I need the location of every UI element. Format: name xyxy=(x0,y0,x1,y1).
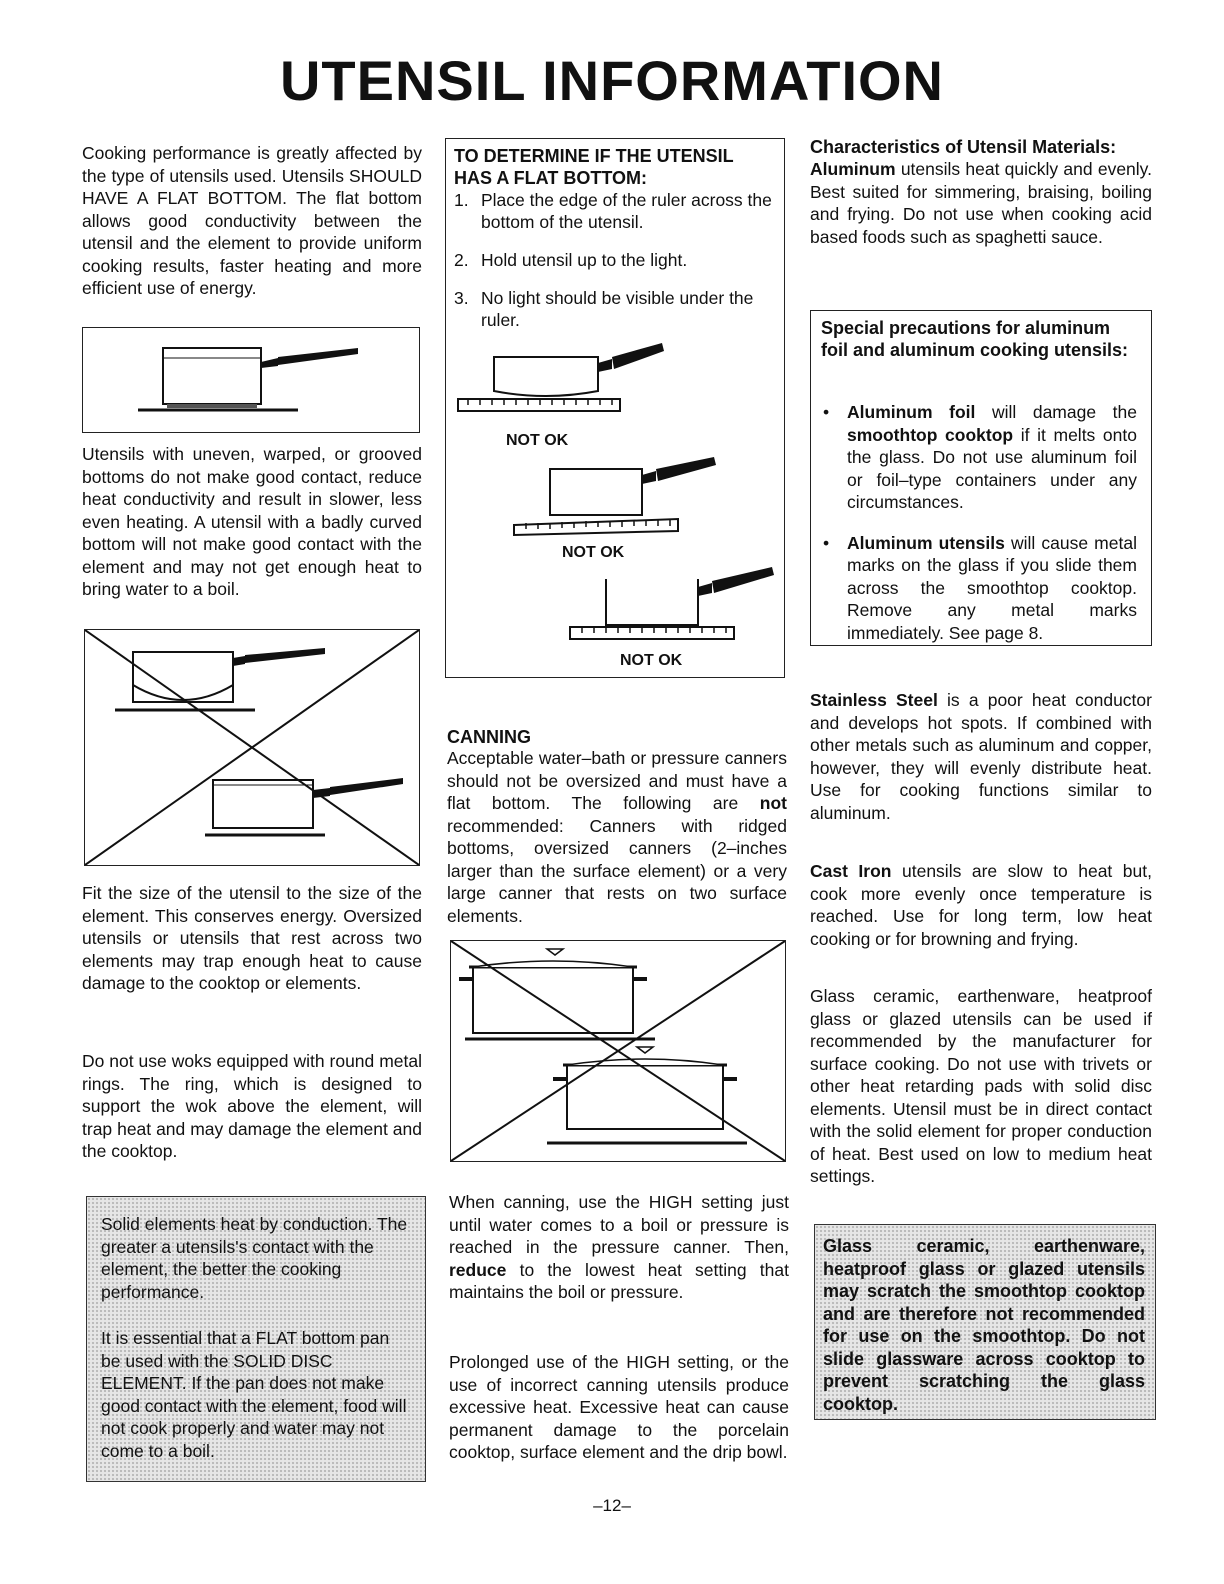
glassware-warning xyxy=(814,1224,1156,1420)
woks-paragraph: Do not use woks equipped with round metal rings. The ring, which is designed to support the wok above the element, will trap heat and may damage the element and the cooktop. xyxy=(82,1051,422,1161)
page-title: UTENSIL INFORMATION xyxy=(279,49,944,112)
glassware-warning-text: Glass ceramic, earthenware, heatproof glass or glazed utensils may scratch the smoothtop cooktop and are therefore not recommended for use on the smoothtop. Do not slide glassware across cooktop to prevent scratching the glass cooktop. xyxy=(823,1236,1145,1414)
ruler-test-2 xyxy=(510,457,776,539)
canning-paragraph-1: Acceptable water–bath or pressure canners should not be oversized and must have a flat bottom. The following are not recommended: Canners with ridged bottoms, oversized canners (2–inches larger than the surface element) or a very large canner that rests on two surface elements. xyxy=(447,748,787,926)
canning-paragraph-3: Prolonged use of the HIGH setting, or the use of incorrect canning utensils produce excessive heat. Excessive heat can cause permanent damage to the porcelain cooktop, surface element and the drip bowl. xyxy=(449,1352,789,1462)
conduction-note-text: Solid elements heat by conduction. The greater a utensils's contact with the element, the better the cooking performance. xyxy=(101,1214,408,1302)
characteristics-heading: Characteristics of Utensil Materials: xyxy=(810,137,1117,157)
stainless-paragraph: Stainless Steel is a poor heat conductor and develops hot spots. If combined with other metals such as aluminum and copper, however, they will evenly distribute heat. Use for cooking functions similar to aluminum. xyxy=(810,690,1152,823)
not-ok-label-1: NOT OK xyxy=(506,432,569,449)
step-3: 3. No light should be visible under the ruler. xyxy=(454,288,754,330)
flat-pan-illustration xyxy=(82,327,420,433)
flat-bottom-note-text: It is essential that a FLAT bottom pan be used with the SOLID DISC ELEMENT. If the pan does not make good contact with the element, food will not cook properly and water may not come to a boil. xyxy=(101,1328,407,1461)
intro-paragraph: Cooking performance is greatly affected by the type of utensils used. Utensils SHOULD HAVE A FLAT BOTTOM. The flat bottom allows good conductivity between the utensil and the element to provide uniform cooking results, faster heating and more efficient use of energy. xyxy=(82,143,422,298)
glass-paragraph: Glass ceramic, earthenware, heatproof glass or glazed utensils can be used if recommended by the manufacturer for surface cooking. Do not use with trivets or other heat retarding pads with solid disc elements. Utensil must be in direct contact with the solid element for proper conduction of heat. Best used on low to medium heat settings. xyxy=(810,986,1152,1186)
oversized-canner-illustration xyxy=(450,940,786,1162)
ruler-test-3 xyxy=(566,567,776,647)
warped-paragraph: Utensils with uneven, warped, or grooved bottoms do not make good contact, reduce heat conductivity and result in slower, less even heating. A utensil with a badly curved bottom will not make good contact with the element and may not get enough heat to bring water to a boil. xyxy=(82,444,422,599)
canning-heading: CANNING xyxy=(447,727,531,747)
page-number: –12– xyxy=(593,1496,631,1515)
step-1: 1. Place the edge of the ruler across the bottom of the utensil. xyxy=(454,190,772,232)
cast-iron-paragraph: Cast Iron utensils are slow to heat but, cook more evenly once temperature is reached. Use for long term, low heat cooking or for browning and frying. xyxy=(810,861,1152,949)
fit-size-paragraph: Fit the size of the utensil to the size of the element. This conserves energy. Oversized utensils or utensils that rest across two elements may trap enough heat to cause damage to the cooktop or elements. xyxy=(82,883,422,993)
precaution-utensils: • Aluminum utensils will cause metal marks on the glass if you slide them across the smoothtop cooktop. Remove any metal marks immediately. See page 8. xyxy=(823,532,1137,643)
test-steps xyxy=(454,189,778,331)
not-ok-label-3: NOT OK xyxy=(620,652,683,669)
precautions-list xyxy=(817,401,1137,644)
canning-paragraph-2: When canning, use the HIGH setting just until water comes to a boil or pressure is reached in the pressure canner. Then, reduce to the lowest heat setting that maintains the boil or pressure. xyxy=(449,1192,789,1302)
conduction-note xyxy=(86,1196,426,1482)
aluminum-precautions-box xyxy=(810,310,1152,646)
wrong-size-pans-illustration xyxy=(84,629,420,866)
flat-bottom-test-box xyxy=(445,138,785,678)
ruler-test-1 xyxy=(454,339,776,427)
precautions-heading: Special precautions for aluminum foil and aluminum cooking utensils: xyxy=(821,318,1129,360)
aluminum-paragraph: Aluminum utensils heat quickly and evenly. Best suited for simmering, braising, boiling and frying. Do not use when cooking acid based foods such as spaghetti sauce. xyxy=(810,159,1152,247)
step-2: 2. Hold utensil up to the light. xyxy=(454,250,688,270)
precaution-foil: • Aluminum foil will damage the smoothtop cooktop if it melts onto the glass. Do not use aluminum foil or foil–type containers under any circumstances. xyxy=(823,402,1137,512)
test-box-heading: TO DETERMINE IF THE UTENSIL HAS A FLAT BOTTOM: xyxy=(454,146,734,188)
not-ok-label-2: NOT OK xyxy=(562,544,625,561)
